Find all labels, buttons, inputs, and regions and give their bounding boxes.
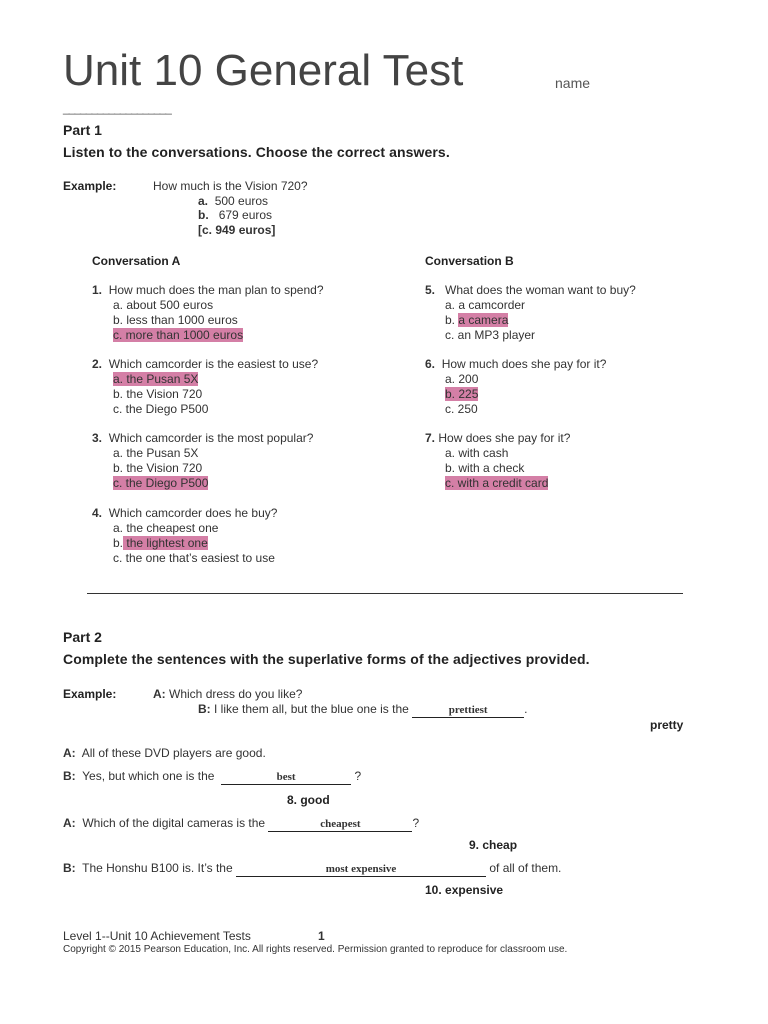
question-text: Which camcorder does he buy? [108,506,278,520]
question-1-option-b: b. less than 1000 euros [113,313,238,327]
question-5-option-a: a. a camcorder [445,298,526,312]
question-2-option-a: a. the Pusan 5X [113,372,199,386]
part2-example-line-a [153,687,302,701]
adjective-cue-8: 8. good [287,793,330,807]
line-end: of all of them. [489,861,562,875]
question-4 [92,506,277,520]
answer-blank-10[interactable]: most expensive [236,863,486,877]
option-text: 500 euros [214,194,269,208]
dialogue-line-1 [63,746,266,760]
question-4-option-a: a. the cheapest one [113,521,219,535]
question-text: How does she pay for it? [438,431,571,445]
conversation-b-heading: Conversation B [425,254,514,268]
question-7-option-c: c. with a credit card [445,476,549,490]
question-number: 1. [92,283,103,297]
page-title: Unit 10 General Test [63,46,464,95]
speaker: A: [63,746,76,760]
copyright: Copyright © 2015 Pearson Education, Inc. All rights reserved. Permission granted to reproduce for classroom use. [63,944,568,955]
line-text: Yes, but which one is the [82,769,215,783]
speaker: B: [198,702,211,716]
question-number: 5. [425,283,436,297]
speaker: A: [153,687,166,701]
section-divider [87,593,683,594]
option-text: 679 euros [218,208,273,222]
question-3-option-a: a. the Pusan 5X [113,446,199,460]
line-text: All of these DVD players are good. [81,746,266,760]
question-text: What does the woman want to buy? [445,283,636,297]
name-label: name [555,75,591,91]
question-1-option-c: c. more than 1000 euros [113,328,244,342]
line-text: The Honshu B100 is. It’s the [82,861,233,875]
dialogue-line-3 [63,816,419,832]
part1-example-question: How much is the Vision 720? [153,179,308,193]
question-1 [92,283,324,297]
question-text: Which camcorder is the easiest to use? [108,357,319,371]
line-text: Which dress do you like? [169,687,303,701]
question-6-option-a: a. 200 [445,372,479,386]
question-7-option-b: b. with a check [445,461,525,475]
question-3 [92,431,313,445]
question-6-option-b: b. 225 [445,387,479,401]
question-4-option-b [113,536,208,550]
line-text: I like them all, but the blue one is the [214,702,409,716]
question-3-option-b: b. the Vision 720 [113,461,203,475]
question-number: 4. [92,506,103,520]
speaker: B: [63,769,76,783]
part2-example-label: Example: [63,687,117,701]
part1-example-label: Example: [63,179,117,193]
option-letter: b. [445,313,456,327]
speaker: A: [63,816,76,830]
question-number: 7. [425,431,436,445]
question-number: 2. [92,357,103,371]
question-number: 3. [92,431,103,445]
part1-example-option-c: [c. 949 euros] [198,223,276,237]
line-end: ? [354,769,362,783]
part2-example-line-b [198,702,528,718]
line-text: Which of the digital cameras is the [82,816,266,830]
option-text-value: the lightest one [126,536,208,550]
footer-left: Level 1--Unit 10 Achievement Tests [63,929,251,943]
question-2-option-b: b. the Vision 720 [113,387,203,401]
example-answer-blank: prettiest [412,704,524,718]
question-2 [92,357,318,371]
question-number: 6. [425,357,436,371]
option-letter: a. [198,194,209,208]
part1-example-option-a [198,194,268,208]
question-1-option-a: a. about 500 euros [113,298,214,312]
question-5-option-b [445,313,508,327]
option-letter: b. [113,536,124,550]
question-7 [425,431,570,445]
question-6-option-c: c. 250 [445,402,478,416]
example-adjective-cue: pretty [650,718,684,732]
adjective-cue-10: 10. expensive [425,883,504,897]
question-2-option-c: c. the Diego P500 [113,402,209,416]
question-5-option-c: c. an MP3 player [445,328,536,342]
part1-example-option-b [198,208,272,222]
option-text: a camera [458,313,509,327]
part1-instruction: Listen to the conversations. Choose the correct answers. [63,144,450,160]
option-text [123,536,208,550]
question-5 [425,283,636,297]
page-number: 1 [318,929,325,943]
name-line: ___________________ [63,101,171,115]
part2-instruction: Complete the sentences with the superlative forms of the adjectives provided. [63,651,590,667]
part1-heading: Part 1 [63,122,102,138]
line-end: . [524,702,528,716]
question-text: Which camcorder is the most popular? [108,431,314,445]
question-6 [425,357,606,371]
part2-heading: Part 2 [63,629,102,645]
question-text: How much does she pay for it? [441,357,607,371]
dialogue-line-4 [63,861,561,877]
question-4-option-c: c. the one that’s easiest to use [113,551,275,565]
question-3-option-c: c. the Diego P500 [113,476,209,490]
answer-blank-8[interactable]: best [221,771,351,785]
question-text: How much does the man plan to spend? [108,283,324,297]
dialogue-line-2 [63,769,361,785]
question-7-option-a: a. with cash [445,446,509,460]
conversation-a-heading: Conversation A [92,254,181,268]
speaker: B: [63,861,76,875]
line-end: ? [412,816,420,830]
answer-blank-9[interactable]: cheapest [268,818,412,832]
option-letter: b. [198,208,209,222]
adjective-cue-9: 9. cheap [469,838,518,852]
